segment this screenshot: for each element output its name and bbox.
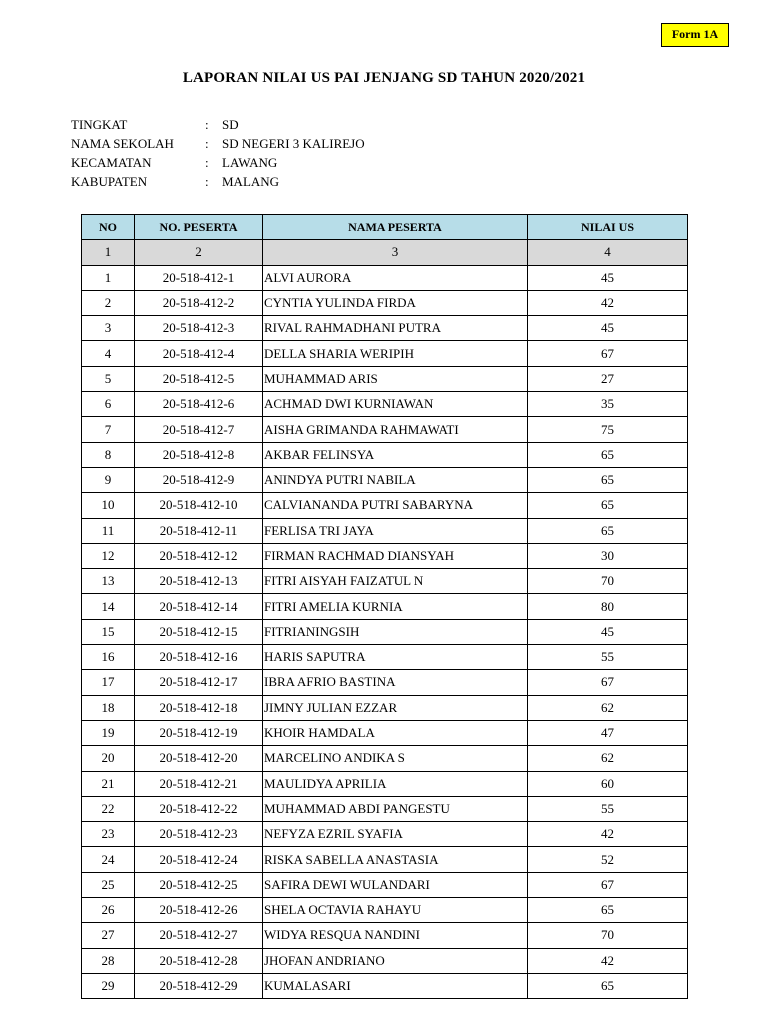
participant-name-cell: MARCELINO ANDIKA S (263, 746, 528, 771)
score-cell: 70 (528, 569, 688, 594)
score-cell: 55 (528, 796, 688, 821)
row-number-cell: 26 (82, 898, 135, 923)
score-cell: 62 (528, 746, 688, 771)
table-row (82, 316, 688, 341)
participant-id-cell: 20-518-412-14 (135, 594, 263, 619)
table-row (82, 822, 688, 847)
table-row (82, 543, 688, 568)
info-label: NAMA SEKOLAH (71, 136, 174, 151)
participant-name-cell: MUHAMMAD ARIS (263, 366, 528, 391)
participant-id-cell: 20-518-412-9 (135, 467, 263, 492)
info-value: MALANG (222, 174, 280, 189)
row-number-cell: 2 (82, 290, 135, 315)
score-cell: 42 (528, 822, 688, 847)
score-cell: 60 (528, 771, 688, 796)
participant-name-cell: JIMNY JULIAN EZZAR (263, 695, 528, 720)
table-row (82, 442, 688, 467)
table-row (82, 417, 688, 442)
header-no: NO (82, 215, 135, 240)
info-value: SD NEGERI 3 KALIREJO (222, 136, 365, 151)
row-number-cell: 16 (82, 645, 135, 670)
participant-id-cell: 20-518-412-15 (135, 619, 263, 644)
table-row (82, 467, 688, 492)
row-number-cell: 19 (82, 720, 135, 745)
row-number-cell: 29 (82, 973, 135, 998)
participant-name-cell: RISKA SABELLA ANASTASIA (263, 847, 528, 872)
table-row (82, 973, 688, 998)
table-row (82, 670, 688, 695)
row-number-cell: 10 (82, 493, 135, 518)
participant-id-cell: 20-518-412-19 (135, 720, 263, 745)
participant-id-cell: 20-518-412-25 (135, 872, 263, 897)
score-cell: 65 (528, 467, 688, 492)
score-table (81, 214, 688, 999)
participant-name-cell: FIRMAN RACHMAD DIANSYAH (263, 543, 528, 568)
info-row-tingkat (71, 117, 365, 136)
participant-id-cell: 20-518-412-17 (135, 670, 263, 695)
info-row-nama-sekolah (71, 136, 365, 155)
row-number-cell: 24 (82, 847, 135, 872)
row-number-cell: 14 (82, 594, 135, 619)
table-row (82, 923, 688, 948)
info-row-kabupaten (71, 174, 365, 193)
info-separator: : (205, 174, 209, 189)
row-number-cell: 28 (82, 948, 135, 973)
participant-id-cell: 20-518-412-24 (135, 847, 263, 872)
table-row (82, 366, 688, 391)
table-row (82, 341, 688, 366)
table-row (82, 493, 688, 518)
participant-id-cell: 20-518-412-4 (135, 341, 263, 366)
participant-name-cell: IBRA AFRIO BASTINA (263, 670, 528, 695)
row-number-cell: 4 (82, 341, 135, 366)
participant-id-cell: 20-518-412-23 (135, 822, 263, 847)
participant-id-cell: 20-518-412-8 (135, 442, 263, 467)
score-cell: 67 (528, 670, 688, 695)
table-row (82, 594, 688, 619)
table-row (82, 645, 688, 670)
participant-id-cell: 20-518-412-22 (135, 796, 263, 821)
table-row (82, 771, 688, 796)
info-row-kecamatan (71, 155, 365, 174)
participant-name-cell: HARIS SAPUTRA (263, 645, 528, 670)
row-number-cell: 7 (82, 417, 135, 442)
participant-name-cell: FITRIANINGSIH (263, 619, 528, 644)
score-cell: 65 (528, 442, 688, 467)
participant-id-cell: 20-518-412-29 (135, 973, 263, 998)
table-row (82, 796, 688, 821)
column-index-cell: 4 (528, 240, 688, 265)
row-number-cell: 11 (82, 518, 135, 543)
table-row (82, 847, 688, 872)
participant-id-cell: 20-518-412-10 (135, 493, 263, 518)
report-title: LAPORAN NILAI US PAI JENJANG SD TAHUN 2020/2021 (182, 70, 586, 86)
info-separator: : (205, 136, 209, 151)
participant-name-cell: JHOFAN ANDRIANO (263, 948, 528, 973)
participant-id-cell: 20-518-412-18 (135, 695, 263, 720)
participant-name-cell: MAULIDYA APRILIA (263, 771, 528, 796)
info-label: TINGKAT (71, 117, 128, 132)
school-info (71, 117, 365, 193)
column-index-row (82, 240, 688, 265)
score-cell: 65 (528, 493, 688, 518)
score-cell: 42 (528, 290, 688, 315)
column-index-cell: 2 (135, 240, 263, 265)
row-number-cell: 22 (82, 796, 135, 821)
table-row (82, 518, 688, 543)
score-cell: 27 (528, 366, 688, 391)
row-number-cell: 12 (82, 543, 135, 568)
participant-name-cell: FITRI AMELIA KURNIA (263, 594, 528, 619)
participant-name-cell: ALVI AURORA (263, 265, 528, 290)
score-cell: 80 (528, 594, 688, 619)
row-number-cell: 23 (82, 822, 135, 847)
row-number-cell: 6 (82, 392, 135, 417)
row-number-cell: 3 (82, 316, 135, 341)
participant-name-cell: AKBAR FELINSYA (263, 442, 528, 467)
participant-id-cell: 20-518-412-21 (135, 771, 263, 796)
form-label-badge: Form 1A (661, 23, 729, 47)
participant-name-cell: CALVIANANDA PUTRI SABARYNA (263, 493, 528, 518)
participant-name-cell: FITRI AISYAH FAIZATUL N (263, 569, 528, 594)
score-cell: 35 (528, 392, 688, 417)
row-number-cell: 27 (82, 923, 135, 948)
participant-name-cell: WIDYA RESQUA NANDINI (263, 923, 528, 948)
score-cell: 67 (528, 341, 688, 366)
table-row (82, 872, 688, 897)
participant-id-cell: 20-518-412-3 (135, 316, 263, 341)
participant-name-cell: SHELA OCTAVIA RAHAYU (263, 898, 528, 923)
participant-id-cell: 20-518-412-1 (135, 265, 263, 290)
score-cell: 65 (528, 518, 688, 543)
participant-name-cell: SAFIRA DEWI WULANDARI (263, 872, 528, 897)
row-number-cell: 15 (82, 619, 135, 644)
header-no-peserta: NO. PESERTA (135, 215, 263, 240)
participant-name-cell: KHOIR HAMDALA (263, 720, 528, 745)
score-cell: 45 (528, 316, 688, 341)
score-cell: 42 (528, 948, 688, 973)
participant-id-cell: 20-518-412-11 (135, 518, 263, 543)
participant-name-cell: CYNTIA YULINDA FIRDA (263, 290, 528, 315)
participant-name-cell: RIVAL RAHMADHANI PUTRA (263, 316, 528, 341)
participant-id-cell: 20-518-412-27 (135, 923, 263, 948)
participant-id-cell: 20-518-412-6 (135, 392, 263, 417)
score-cell: 67 (528, 872, 688, 897)
table-row (82, 948, 688, 973)
table-row (82, 619, 688, 644)
participant-id-cell: 20-518-412-28 (135, 948, 263, 973)
table-row (82, 569, 688, 594)
row-number-cell: 5 (82, 366, 135, 391)
score-cell: 47 (528, 720, 688, 745)
participant-id-cell: 20-518-412-16 (135, 645, 263, 670)
info-value: LAWANG (222, 155, 278, 170)
participant-id-cell: 20-518-412-7 (135, 417, 263, 442)
row-number-cell: 25 (82, 872, 135, 897)
score-cell: 52 (528, 847, 688, 872)
participant-id-cell: 20-518-412-26 (135, 898, 263, 923)
table-row (82, 392, 688, 417)
participant-name-cell: ANINDYA PUTRI NABILA (263, 467, 528, 492)
participant-name-cell: ACHMAD DWI KURNIAWAN (263, 392, 528, 417)
row-number-cell: 20 (82, 746, 135, 771)
participant-id-cell: 20-518-412-2 (135, 290, 263, 315)
score-cell: 62 (528, 695, 688, 720)
participant-name-cell: NEFYZA EZRIL SYAFIA (263, 822, 528, 847)
score-cell: 70 (528, 923, 688, 948)
table-row (82, 695, 688, 720)
participant-id-cell: 20-518-412-13 (135, 569, 263, 594)
score-cell: 75 (528, 417, 688, 442)
header-nama-peserta: NAMA PESERTA (263, 215, 528, 240)
info-value: SD (222, 117, 239, 132)
column-index-cell: 1 (82, 240, 135, 265)
participant-id-cell: 20-518-412-12 (135, 543, 263, 568)
score-cell: 65 (528, 973, 688, 998)
row-number-cell: 8 (82, 442, 135, 467)
row-number-cell: 13 (82, 569, 135, 594)
info-separator: : (205, 155, 209, 170)
score-cell: 45 (528, 265, 688, 290)
column-index-cell: 3 (263, 240, 528, 265)
score-cell: 30 (528, 543, 688, 568)
info-label: KABUPATEN (71, 174, 148, 189)
score-cell: 55 (528, 645, 688, 670)
table-row (82, 746, 688, 771)
participant-name-cell: AISHA GRIMANDA RAHMAWATI (263, 417, 528, 442)
row-number-cell: 21 (82, 771, 135, 796)
info-separator: : (205, 117, 209, 132)
participant-name-cell: MUHAMMAD ABDI PANGESTU (263, 796, 528, 821)
score-cell: 65 (528, 898, 688, 923)
header-nilai-us: NILAI US (528, 215, 688, 240)
participant-id-cell: 20-518-412-20 (135, 746, 263, 771)
row-number-cell: 1 (82, 265, 135, 290)
table-row (82, 290, 688, 315)
participant-name-cell: KUMALASARI (263, 973, 528, 998)
row-number-cell: 18 (82, 695, 135, 720)
participant-name-cell: DELLA SHARIA WERIPIH (263, 341, 528, 366)
row-number-cell: 9 (82, 467, 135, 492)
score-cell: 45 (528, 619, 688, 644)
info-label: KECAMATAN (71, 155, 152, 170)
participant-id-cell: 20-518-412-5 (135, 366, 263, 391)
table-row (82, 265, 688, 290)
table-row (82, 720, 688, 745)
participant-name-cell: FERLISA TRI JAYA (263, 518, 528, 543)
table-row (82, 898, 688, 923)
table-header-row (82, 215, 688, 240)
row-number-cell: 17 (82, 670, 135, 695)
